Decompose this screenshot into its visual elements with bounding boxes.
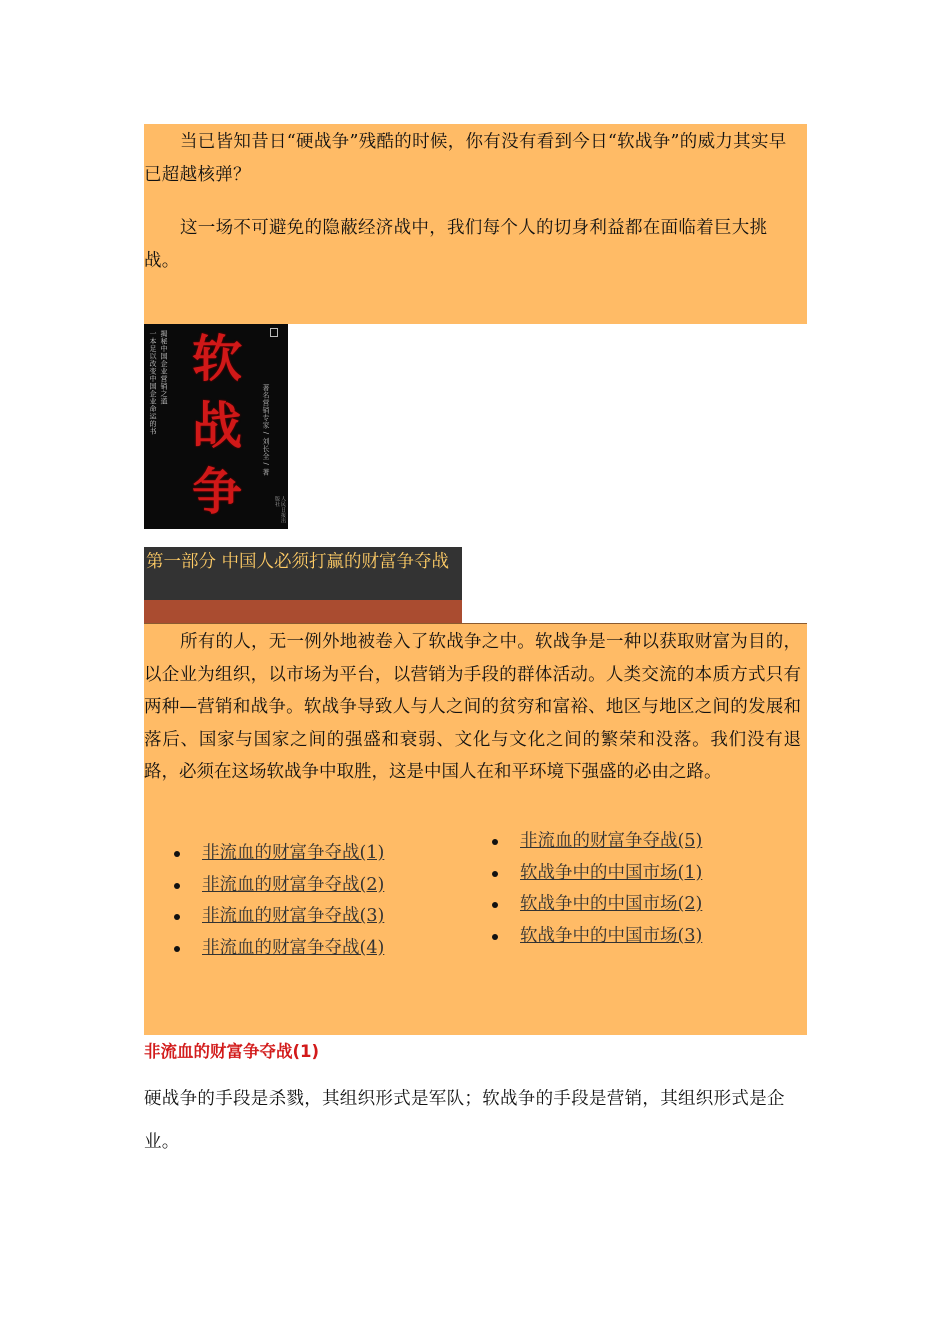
link-wealth-war-5[interactable]: 非流血的财富争夺战(5) (520, 831, 703, 851)
link-china-market-2[interactable]: 软战争中的中国市场(2) (520, 894, 703, 914)
bullet-icon (174, 851, 180, 857)
article-body: 硬战争的手段是杀戮，其组织形式是军队；软战争的手段是营销，其组织形式是企业。 (144, 1089, 785, 1152)
section-header-bar (144, 600, 462, 623)
list-item (144, 838, 384, 870)
bullet-icon (174, 946, 180, 952)
list-item (144, 870, 384, 902)
link-wealth-war-2[interactable]: 非流血的财富争夺战(2) (202, 874, 385, 895)
bullet-icon (492, 839, 498, 845)
bullet-icon (492, 934, 498, 940)
link-wealth-war-4[interactable]: 非流血的财富争夺战(4) (202, 937, 385, 958)
article-title: 非流血的财富争夺战(1) (144, 1042, 320, 1061)
link-wealth-war-1[interactable]: 非流血的财富争夺战(1) (202, 843, 385, 863)
link-wealth-war-3[interactable]: 非流血的财富争夺战(3) (202, 906, 385, 926)
link-list-right (462, 826, 702, 952)
cover-tagline-1: 一本足以改变中国企业命运的书 (149, 330, 157, 435)
link-list-left (144, 838, 384, 964)
list-item (144, 901, 384, 933)
section-header: 第一部分 中国人必须打赢的财富争夺战 (144, 547, 462, 600)
cover-logo-mark (270, 328, 278, 337)
cover-author: 著名营销专家 / 刘长全 / 著 (262, 384, 270, 476)
list-item (462, 826, 702, 858)
bullet-icon (174, 914, 180, 920)
bullet-icon (174, 883, 180, 889)
intro-paragraph-1: 当已皆知昔日“硬战争”残酷的时候，你有没有看到今日“软战争”的威力其实早已超越核弹？ (144, 132, 787, 185)
bullet-icon (492, 902, 498, 908)
cover-title-char-3: 争 (192, 463, 242, 521)
main-paragraph: 所有的人，无一例外地被卷入了软战争之中。软战争是一种以获取财富为目的，以企业为组织，以市场为平台，以营销为手段的群体活动。人类交流的本质方式只有两种—营销和战争。软战争导致人与人之间的贫穷和富裕、地区与地区之间的发展和落后、国家与国家之间的强盛和衰弱、文化与文化之间的繁荣和没落。我们没有退路，必须在这场软战争中取胜，这是中国人在和平环境下强盛的必由之路。 (144, 632, 801, 782)
list-item (144, 933, 384, 965)
cover-title-char-2: 战 (192, 397, 242, 455)
intro-box (144, 124, 807, 324)
cover-tagline-2: 揭秘中国企业营销之道 (160, 330, 168, 405)
bullet-icon (492, 871, 498, 877)
book-cover-image (144, 324, 288, 529)
cover-publisher: 人民日报出版社 (274, 496, 286, 524)
link-china-market-3[interactable]: 软战争中的中国市场(3) (520, 925, 703, 946)
cover-title-char-1: 软 (192, 330, 242, 388)
list-item (462, 889, 702, 921)
list-item (462, 921, 702, 953)
intro-paragraph-2: 这一场不可避免的隐蔽经济战中，我们每个人的切身利益都在面临着巨大挑战。 (144, 218, 768, 271)
main-content-box (144, 623, 807, 1035)
list-item (462, 858, 702, 890)
link-china-market-1[interactable]: 软战争中的中国市场(1) (520, 862, 703, 883)
